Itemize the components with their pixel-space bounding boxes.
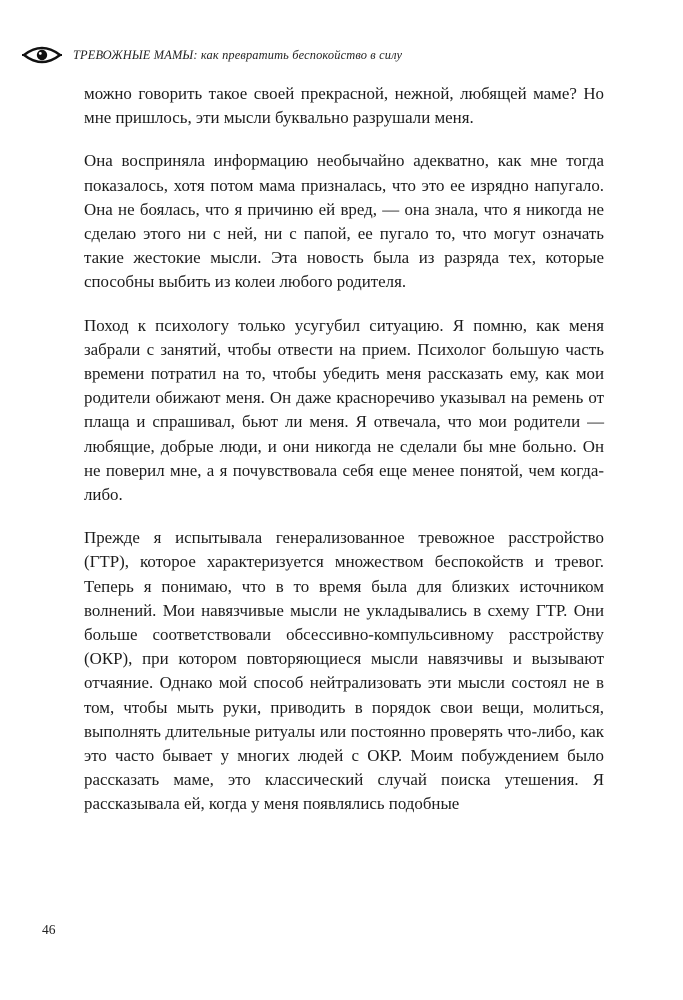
paragraph: Она восприняла информацию необычайно адекватно, как мне тогда показалось, хотя потом мама призналась, что это ее изрядно напугало. Она не боялась, что я причиню ей вред, — она знала, что я никогда не сделаю этого ни с ней, ни с папой, ее пугало то, что могут означать такие жестокие мысли. Эта новость была из разряда тех, которые способны выбить из колеи любого родителя. xyxy=(84,151,604,292)
paragraph: Прежде я испытывала генерализованное тревожное расстройство (ГТР), которое характеризуется множеством беспокойств и тревог. Теперь я понимаю, что в то время была для близких источником волнений. Мои навязчивые мысли не укладывались в схему ГТР. Они больше соответствовали обсессивно-компульсивному расстройству (ОКР), при котором повторяющиеся мысли навязчивы и вызывают отчаяние. Однако мой способ нейтрализовать эти мысли состоял не в том, чтобы мыть руки, приводить в порядок свои вещи, молиться, выполнять длительные ритуалы или постоянно проверять что-либо, как это часто бывает у многих людей с ОКР. Моим побуждением было рассказать маме, это классический случай поиска утешения. Я рассказывала ей, когда у меня появлялись подобные xyxy=(84,528,604,814)
running-title: ТРЕВОЖНЫЕ МАМЫ: как превратить беспокойство в силу xyxy=(73,47,403,62)
paragraph: можно говорить такое своей прекрасной, нежной, любящей маме? Но мне пришлось, эти мысли буквально разрушали меня. xyxy=(84,84,604,128)
page-number: 46 xyxy=(42,922,56,937)
eye-icon xyxy=(22,44,62,66)
paragraph: Поход к психологу только усугубил ситуацию. Я помню, как меня забрали с занятий, чтобы отвести на прием. Психолог большую часть времени потратил на то, чтобы убедить меня рассказать ему, как мои родители обижают меня. Он даже красноречиво указывал на ремень от плаща и спрашивал, бьют ли меня. Я отвечала, что мои родители — любящие, добрые люди, и они никогда не сделали бы мне больно. Он не поверил мне, а я почувствовала себя еще менее понятой, чем когда-либо. xyxy=(84,315,604,505)
running-header xyxy=(22,42,402,68)
page-body xyxy=(84,82,604,817)
